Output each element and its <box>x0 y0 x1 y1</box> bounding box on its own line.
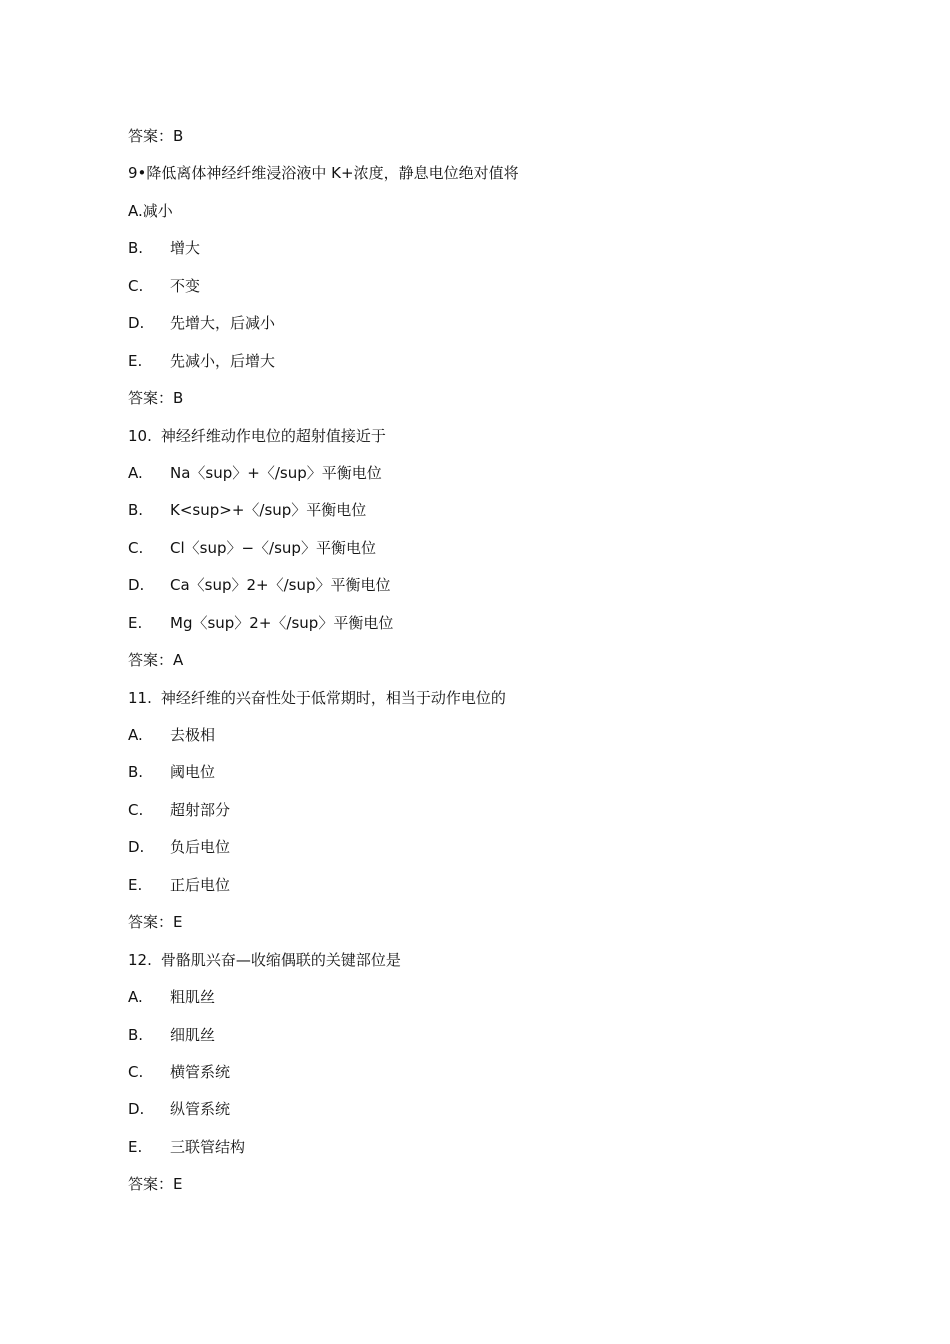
question-stem <box>128 161 828 198</box>
answer-value: E <box>173 913 183 932</box>
answer-value: E <box>173 1175 183 1194</box>
option-letter: B. <box>128 1025 144 1044</box>
answer-line <box>128 386 828 423</box>
option-text: 不变 <box>170 276 201 295</box>
option-text: K<sup>+〈/sup〉平衡电位 <box>170 501 367 520</box>
answer-value: A <box>173 651 184 670</box>
option-line <box>128 573 828 610</box>
option-text: 负后电位 <box>170 838 231 857</box>
option-line <box>128 723 828 760</box>
option-text: 阈电位 <box>170 763 216 782</box>
option-line <box>128 835 828 872</box>
question-stem <box>128 424 828 461</box>
option-line <box>128 311 828 348</box>
answer-value: B <box>173 127 184 145</box>
answer-line <box>128 910 828 947</box>
option-text: Cl〈sup〉−〈/sup〉平衡电位 <box>170 538 376 557</box>
option-line <box>128 985 828 1022</box>
answer-label: 答案： <box>128 389 174 408</box>
answer-label: 答案： <box>128 1175 174 1194</box>
document-page <box>128 124 828 1210</box>
option-letter: B. <box>128 501 144 520</box>
option-text: 先减小，后增大 <box>170 351 276 370</box>
question-text: 神经纤维的兴奋性处于低常期时，相当于动作电位的 <box>160 688 506 707</box>
option-line <box>128 1135 828 1172</box>
option-letter: D. <box>128 576 145 595</box>
answer-line <box>128 648 828 685</box>
question-text: 骨骼肌兴奋—收缩偶联的关键部位是 <box>160 950 401 969</box>
option-letter: E. <box>128 875 143 894</box>
option-line <box>128 1060 828 1097</box>
option-text: 三联管结构 <box>170 1137 246 1156</box>
question-number: 12. <box>128 950 152 969</box>
answer-line <box>128 124 828 161</box>
option-text: 细肌丝 <box>170 1025 216 1044</box>
option-letter: A. <box>128 988 143 1007</box>
option-text: 先增大，后减小 <box>170 314 276 333</box>
option-letter: D. <box>128 1100 145 1119</box>
option-letter: D. <box>128 314 145 333</box>
option-text: 减小 <box>142 201 173 220</box>
option-letter: B. <box>128 763 144 782</box>
option-letter: C. <box>128 1062 144 1081</box>
option-text: Ca〈sup〉2+〈/sup〉平衡电位 <box>170 576 391 595</box>
option-line <box>128 274 828 311</box>
option-text: 去极相 <box>170 726 216 744</box>
option-text: 增大 <box>170 239 201 258</box>
option-text: 超射部分 <box>170 800 231 819</box>
option-text: 正后电位 <box>170 875 231 894</box>
option-letter: B. <box>128 239 144 258</box>
answer-label: 答案： <box>128 651 174 670</box>
option-line <box>128 760 828 797</box>
option-text: Na〈sup〉+〈/sup〉平衡电位 <box>170 463 382 482</box>
answer-value: B <box>173 389 184 408</box>
option-line <box>128 1097 828 1134</box>
option-text: Mg〈sup〉2+〈/sup〉平衡电位 <box>170 613 394 632</box>
question-text: 降低离体神经纤维浸浴液中 K+浓度，静息电位绝对值将 <box>146 164 519 183</box>
question-stem <box>128 686 828 723</box>
question-number: 9• <box>128 164 147 183</box>
option-letter: E. <box>128 613 143 632</box>
option-letter: D. <box>128 838 145 857</box>
question-text: 神经纤维动作电位的超射值接近于 <box>160 426 386 445</box>
option-line <box>128 199 828 236</box>
option-line <box>128 236 828 273</box>
option-text: 横管系统 <box>170 1062 231 1081</box>
option-line <box>128 498 828 535</box>
question-number: 10. <box>128 426 152 445</box>
option-letter: C. <box>128 538 144 557</box>
question-number: 11. <box>128 688 152 707</box>
option-line <box>128 461 828 498</box>
option-letter: A. <box>128 726 143 744</box>
option-line <box>128 349 828 386</box>
option-letter: A. <box>128 463 143 482</box>
option-line <box>128 611 828 648</box>
question-stem <box>128 948 828 985</box>
option-text: 纵管系统 <box>170 1100 231 1119</box>
option-letter: C. <box>128 800 144 819</box>
option-letter: E. <box>128 1137 143 1156</box>
option-line <box>128 873 828 910</box>
answer-line <box>128 1172 828 1209</box>
option-line <box>128 536 828 573</box>
option-text: 粗肌丝 <box>170 988 216 1007</box>
option-line <box>128 1023 828 1060</box>
option-line <box>128 798 828 835</box>
option-letter: A. <box>128 201 143 220</box>
answer-label: 答案： <box>128 127 174 145</box>
option-letter: E. <box>128 351 143 370</box>
option-letter: C. <box>128 276 144 295</box>
answer-label: 答案： <box>128 913 174 932</box>
